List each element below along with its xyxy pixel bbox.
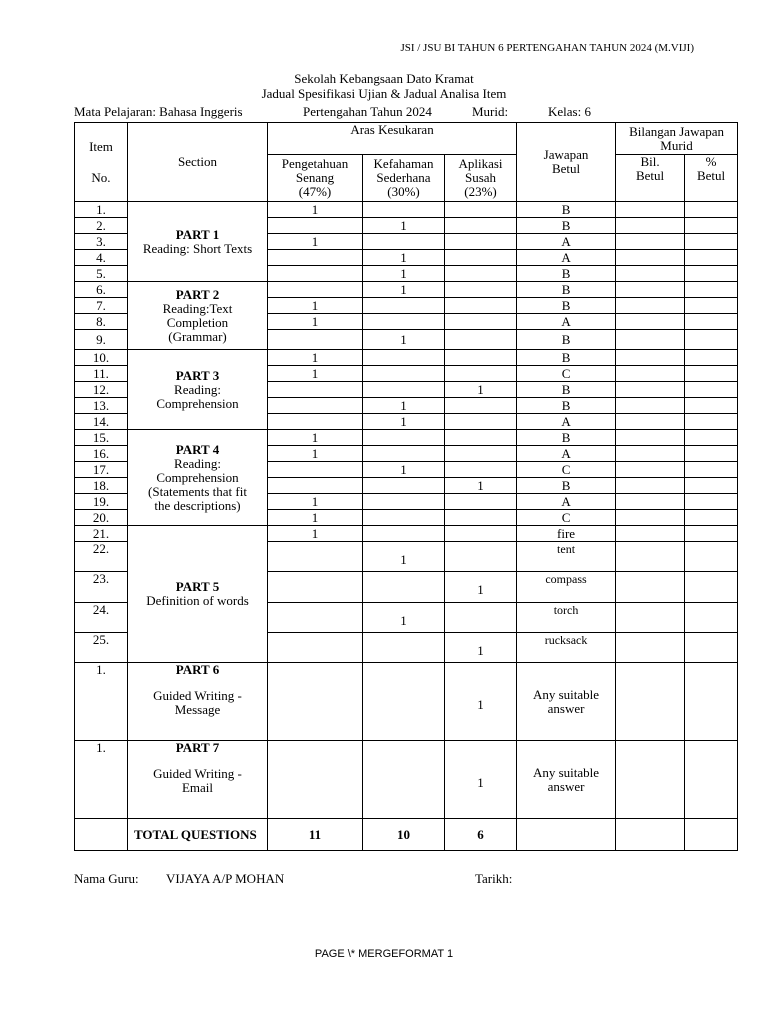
section-description: Reading:: [174, 455, 221, 471]
page-field: PAGE \* MERGEFORMAT 1: [314, 948, 454, 960]
percent-betul-cell: [685, 202, 738, 218]
kefahaman-mark: [363, 234, 445, 250]
pengetahuan-mark: [268, 266, 363, 282]
kefahaman-mark: [363, 314, 445, 330]
section-description: Email: [181, 780, 214, 795]
pengetahuan-mark: [268, 478, 363, 494]
aplikasi-mark: [445, 603, 517, 633]
item-number: 17.: [75, 462, 128, 478]
answer-key: A: [517, 494, 616, 510]
item-number: 20.: [75, 510, 128, 526]
answer-key: B: [517, 298, 616, 314]
kefahaman-mark: 1: [363, 330, 445, 350]
item-number: 8.: [75, 314, 128, 330]
bil-betul-cell: [616, 298, 685, 314]
percent-betul-cell: [685, 446, 738, 462]
exam-label: Pertengahan Tahun 2024: [303, 104, 432, 119]
percent-betul-cell: [685, 298, 738, 314]
total-label: TOTAL QUESTIONS: [128, 819, 268, 851]
bil-betul-cell: [616, 382, 685, 398]
kefahaman-mark: 1: [363, 282, 445, 298]
percent-betul-cell: [685, 633, 738, 663]
total-aplikasi: 6: [445, 819, 517, 851]
jawapan-betul-header: Jawapan Betul: [517, 123, 616, 202]
aplikasi-mark: [445, 298, 517, 314]
aplikasi-mark: [445, 542, 517, 572]
table-row: [75, 202, 738, 218]
pengetahuan-mark: 1: [268, 526, 363, 542]
murid-label: Murid:: [472, 104, 509, 119]
aplikasi-mark: [445, 494, 517, 510]
aplikasi-mark: 1: [445, 741, 517, 819]
tarikh-label: Tarikh:: [475, 871, 513, 886]
percent-betul-cell: [685, 663, 738, 741]
percent-betul-cell: [685, 282, 738, 298]
pengetahuan-mark: [268, 462, 363, 478]
percent-betul-cell: [685, 494, 738, 510]
section-description: Comprehension: [156, 469, 239, 485]
aplikasi-mark: [445, 526, 517, 542]
percent-betul-cell: [685, 430, 738, 446]
kefahaman-mark: [363, 202, 445, 218]
kelas-label: Kelas: 6: [548, 104, 591, 119]
item-number: 1.: [75, 202, 128, 218]
bil-betul-cell: [616, 603, 685, 633]
pengetahuan-mark: [268, 282, 363, 298]
pengetahuan-header: Pengetahuan Senang (47%): [268, 155, 363, 202]
item-number: 18.: [75, 478, 128, 494]
percent-betul-cell: [685, 478, 738, 494]
pengetahuan-mark: [268, 633, 363, 663]
pengetahuan-mark: 1: [268, 510, 363, 526]
total-item-cell: [75, 819, 128, 851]
percent-betul-cell: [685, 542, 738, 572]
subject-label: Mata Pelajaran: Bahasa Inggeris: [74, 104, 243, 119]
answer-key: C: [517, 510, 616, 526]
percent-betul-cell: [685, 218, 738, 234]
kefahaman-mark: [363, 478, 445, 494]
bil-betul-cell: [616, 741, 685, 819]
item-number: 10.: [75, 350, 128, 366]
kefahaman-mark: [363, 430, 445, 446]
total-row: [75, 819, 738, 851]
pengetahuan-mark: [268, 741, 363, 819]
kefahaman-mark: 1: [363, 462, 445, 478]
aplikasi-mark: [445, 314, 517, 330]
total-bil-cell: [616, 819, 685, 851]
section-description: (Statements that fit: [148, 483, 247, 499]
section-description: Comprehension: [156, 395, 239, 411]
answer-key: B: [517, 430, 616, 446]
kefahaman-mark: [363, 494, 445, 510]
item-number: 12.: [75, 382, 128, 398]
total-jawapan-cell: [517, 819, 616, 851]
pengetahuan-mark: 1: [268, 350, 363, 366]
aplikasi-mark: 1: [445, 572, 517, 603]
kefahaman-mark: 1: [363, 603, 445, 633]
aras-kesukaran-header: Aras Kesukaran: [268, 123, 517, 155]
pengetahuan-mark: 1: [268, 430, 363, 446]
item-number: 3.: [75, 234, 128, 250]
aplikasi-mark: [445, 218, 517, 234]
bil-betul-cell: [616, 414, 685, 430]
percent-betul-cell: [685, 314, 738, 330]
item-number: 25.: [75, 633, 128, 663]
answer-key: C: [517, 366, 616, 382]
percent-betul-cell: [685, 741, 738, 819]
total-percent-cell: [685, 819, 738, 851]
item-number: 1.: [75, 741, 128, 819]
aplikasi-mark: [445, 202, 517, 218]
item-number: 4.: [75, 250, 128, 266]
document-subtitle: Jadual Spesifikasi Ujian & Jadual Analisa Item: [261, 86, 507, 101]
section-description: Completion: [166, 314, 229, 330]
kefahaman-mark: [363, 298, 445, 314]
item-number: 19.: [75, 494, 128, 510]
bil-betul-cell: [616, 430, 685, 446]
item-number: 23.: [75, 572, 128, 603]
item-number: 21.: [75, 526, 128, 542]
pengetahuan-mark: 1: [268, 446, 363, 462]
item-number: 22.: [75, 542, 128, 572]
aplikasi-mark: [445, 430, 517, 446]
pengetahuan-mark: [268, 250, 363, 266]
answer-key: B: [517, 478, 616, 494]
bil-betul-cell: [616, 202, 685, 218]
item-number: 24.: [75, 603, 128, 633]
bil-betul-cell: [616, 478, 685, 494]
section-description: Reading:Text: [162, 300, 233, 316]
kefahaman-mark: [363, 510, 445, 526]
answer-key: A: [517, 234, 616, 250]
item-number: 2.: [75, 218, 128, 234]
section-header: Section: [128, 123, 268, 202]
item-number: 16.: [75, 446, 128, 462]
kefahaman-mark: [363, 663, 445, 741]
bil-betul-cell: [616, 494, 685, 510]
section-description: Reading:: [174, 381, 221, 397]
percent-betul-cell: [685, 572, 738, 603]
aplikasi-mark: [445, 414, 517, 430]
answer-key: compass: [517, 572, 616, 603]
section-description: Reading: Short Texts: [142, 240, 253, 256]
section-cell-6: [128, 663, 268, 741]
bil-betul-cell: [616, 330, 685, 350]
item-number: 15.: [75, 430, 128, 446]
section-cell-2: [128, 282, 268, 350]
bil-betul-cell: [616, 526, 685, 542]
bil-betul-cell: [616, 314, 685, 330]
bil-betul-cell: [616, 510, 685, 526]
bil-betul-header: Bil. Betul: [616, 155, 685, 202]
answer-key: Any suitable answer: [517, 663, 616, 741]
item-number: 14.: [75, 414, 128, 430]
section-description: the descriptions): [154, 497, 241, 513]
item-number: 11.: [75, 366, 128, 382]
total-pengetahuan: 11: [268, 819, 363, 851]
answer-key: Any suitable answer: [517, 741, 616, 819]
percent-betul-cell: [685, 350, 738, 366]
aplikasi-mark: 1: [445, 478, 517, 494]
bil-betul-cell: [616, 250, 685, 266]
aplikasi-header: Aplikasi Susah (23%): [445, 155, 517, 202]
aplikasi-mark: 1: [445, 382, 517, 398]
section-cell-4: [128, 430, 268, 526]
item-no-header: Item No.: [75, 123, 128, 202]
aplikasi-mark: 1: [445, 633, 517, 663]
bil-betul-cell: [616, 366, 685, 382]
kefahaman-mark: [363, 350, 445, 366]
percent-betul-cell: [685, 414, 738, 430]
section-description: Message: [174, 702, 221, 717]
answer-key: A: [517, 250, 616, 266]
percent-betul-cell: [685, 526, 738, 542]
answer-key: C: [517, 462, 616, 478]
kefahaman-mark: [363, 741, 445, 819]
aplikasi-mark: [445, 366, 517, 382]
footer-line: [74, 871, 736, 887]
percent-betul-cell: [685, 250, 738, 266]
bil-betul-cell: [616, 398, 685, 414]
bil-betul-cell: [616, 218, 685, 234]
section-part-title: PART 5: [175, 579, 220, 594]
section-description: Guided Writing -: [153, 688, 242, 703]
kefahaman-mark: [363, 526, 445, 542]
percent-betul-cell: [685, 462, 738, 478]
answer-key: A: [517, 314, 616, 330]
pengetahuan-mark: [268, 572, 363, 603]
bil-betul-cell: [616, 234, 685, 250]
bil-betul-cell: [616, 350, 685, 366]
bil-betul-cell: [616, 572, 685, 603]
section-part-title: PART 4: [175, 441, 220, 457]
percent-betul-cell: [685, 510, 738, 526]
table-row: [75, 282, 738, 298]
section-description: Guided Writing -: [153, 766, 242, 781]
pengetahuan-mark: [268, 218, 363, 234]
answer-key: rucksack: [517, 633, 616, 663]
percent-betul-cell: [685, 382, 738, 398]
aplikasi-mark: 1: [445, 663, 517, 741]
answer-key: B: [517, 350, 616, 366]
answer-key: B: [517, 202, 616, 218]
aplikasi-mark: [445, 510, 517, 526]
aplikasi-mark: [445, 250, 517, 266]
section-part-title: PART 7: [175, 740, 220, 755]
aplikasi-mark: [445, 446, 517, 462]
kefahaman-mark: [363, 572, 445, 603]
bil-betul-cell: [616, 633, 685, 663]
section-part-title: PART 1: [175, 226, 220, 242]
answer-key: B: [517, 266, 616, 282]
pengetahuan-mark: [268, 542, 363, 572]
answer-key: A: [517, 446, 616, 462]
section-description: Definition of words: [146, 593, 249, 608]
table-row: [75, 430, 738, 446]
guru-name: VIJAYA A/P MOHAN: [166, 871, 285, 886]
kefahaman-mark: [363, 446, 445, 462]
aplikasi-mark: [445, 350, 517, 366]
total-kefahaman: 10: [363, 819, 445, 851]
meta-line: [74, 104, 736, 120]
aplikasi-mark: [445, 266, 517, 282]
pengetahuan-mark: [268, 603, 363, 633]
section-cell-5: [128, 526, 268, 663]
aplikasi-mark: [445, 282, 517, 298]
bil-betul-cell: [616, 542, 685, 572]
pengetahuan-mark: 1: [268, 366, 363, 382]
aplikasi-mark: [445, 398, 517, 414]
aplikasi-mark: [445, 462, 517, 478]
bil-betul-cell: [616, 462, 685, 478]
section-cell-3: [128, 350, 268, 430]
kefahaman-mark: 1: [363, 266, 445, 282]
answer-key: B: [517, 282, 616, 298]
item-number: 9.: [75, 330, 128, 350]
kefahaman-mark: 1: [363, 250, 445, 266]
item-number: 1.: [75, 663, 128, 741]
percent-betul-cell: [685, 266, 738, 282]
section-part-title: PART 2: [175, 286, 220, 302]
pengetahuan-mark: 1: [268, 234, 363, 250]
answer-key: tent: [517, 542, 616, 572]
pengetahuan-mark: 1: [268, 494, 363, 510]
table-row: [75, 526, 738, 542]
percent-betul-cell: [685, 398, 738, 414]
bil-betul-cell: [616, 446, 685, 462]
item-number: 7.: [75, 298, 128, 314]
bil-betul-cell: [616, 663, 685, 741]
bilangan-jawapan-header: Bilangan Jawapan Murid: [616, 123, 738, 155]
percent-betul-cell: [685, 330, 738, 350]
kefahaman-mark: [363, 366, 445, 382]
answer-key: fire: [517, 526, 616, 542]
section-part-title: PART 3: [175, 367, 220, 383]
item-number: 5.: [75, 266, 128, 282]
section-cell-1: [128, 202, 268, 282]
pengetahuan-mark: [268, 663, 363, 741]
pengetahuan-mark: 1: [268, 314, 363, 330]
table-row: [75, 741, 738, 819]
aplikasi-mark: [445, 330, 517, 350]
percent-betul-cell: [685, 234, 738, 250]
kefahaman-mark: 1: [363, 414, 445, 430]
specification-table: [74, 122, 738, 851]
percent-betul-header: % Betul: [685, 155, 738, 202]
pengetahuan-mark: 1: [268, 298, 363, 314]
pengetahuan-mark: 1: [268, 202, 363, 218]
section-description: (Grammar): [168, 328, 227, 344]
item-number: 6.: [75, 282, 128, 298]
bil-betul-cell: [616, 266, 685, 282]
answer-key: B: [517, 398, 616, 414]
pengetahuan-mark: [268, 330, 363, 350]
percent-betul-cell: [685, 366, 738, 382]
pengetahuan-mark: [268, 398, 363, 414]
answer-key: B: [517, 382, 616, 398]
kefahaman-mark: [363, 382, 445, 398]
school-name: Sekolah Kebangsaan Dato Kramat: [294, 71, 474, 86]
bil-betul-cell: [616, 282, 685, 298]
answer-key: B: [517, 218, 616, 234]
kefahaman-mark: [363, 633, 445, 663]
answer-key: A: [517, 414, 616, 430]
kefahaman-header: Kefahaman Sederhana (30%): [363, 155, 445, 202]
percent-betul-cell: [685, 603, 738, 633]
answer-key: torch: [517, 603, 616, 633]
aplikasi-mark: [445, 234, 517, 250]
item-number: 13.: [75, 398, 128, 414]
table-row: [75, 350, 738, 366]
kefahaman-mark: 1: [363, 218, 445, 234]
kefahaman-mark: 1: [363, 542, 445, 572]
section-cell-7: [128, 741, 268, 819]
guru-label: Nama Guru:: [74, 871, 139, 886]
pengetahuan-mark: [268, 414, 363, 430]
table-row: [75, 663, 738, 741]
document-code: JSI / JSU BI TAHUN 6 PERTENGAHAN TAHUN 2024 (M.VIJI): [400, 42, 694, 54]
section-part-title: PART 6: [175, 662, 220, 677]
pengetahuan-mark: [268, 382, 363, 398]
kefahaman-mark: 1: [363, 398, 445, 414]
answer-key: B: [517, 330, 616, 350]
